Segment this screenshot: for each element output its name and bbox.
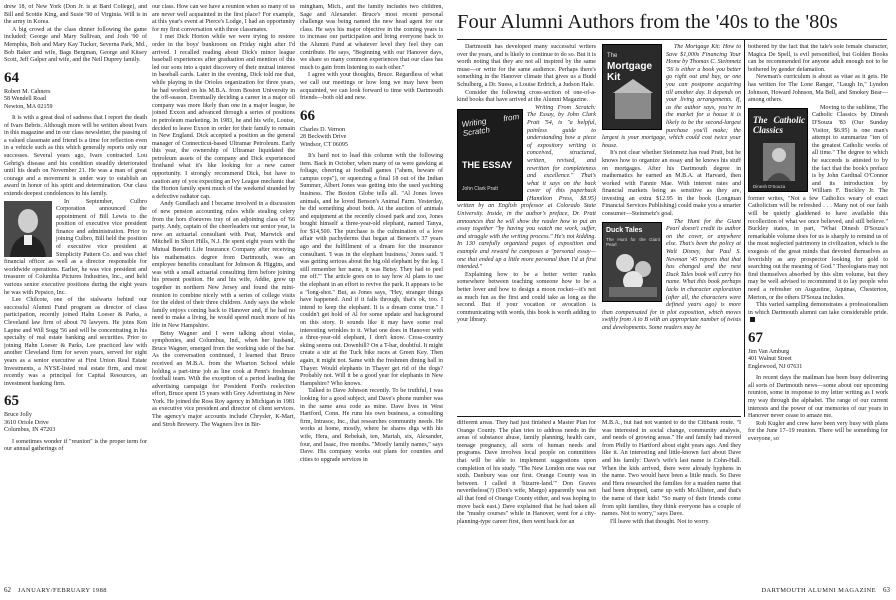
article-conclusion xyxy=(748,302,888,325)
address-line: Bruce Jolly xyxy=(4,412,32,419)
column-5-article xyxy=(602,44,741,416)
person-photo-icon xyxy=(4,201,52,257)
end-of-article-mark xyxy=(750,317,755,322)
newman-curriculum: Newman's curriculum is about as vitae as it gets. He has written for The Lone Ranger, "Laugh In," Lyndon Johnson, Howard Johnson, Ma Bell, and Smokey Bear—among others. xyxy=(748,74,888,104)
column-2 xyxy=(152,4,295,586)
book-cover-duck-tales xyxy=(602,222,662,302)
col2-paragraph-2: I met Dick Horton while we were trying to restore order in the boys' bunkroom on Friday night after I'd arrived. I recalled reading about Dick's minor league baseball experiences after graduation and mention of this led our sons into a quiet discovery of their mutual interest in baseball cards. Later in the evening, Dick told me that, while playing in the Orioles organization for three years, he had worked on his M.B.A. from Boston University in the off-season. Eventually deciding a career in a major oil company was more likely than one in a major league, he joined Exxon and advanced through a series of positions in petroleum marketing. In 1983, he and his wife, Louise, decided to leave Exxon in order for their family to remain in New England. Dick accepted a position as the general manager of Connecticut-based Ultramar Petroleum. Early this year, the ownership of Ultramar liquidated the petroleum assets of the company and Dick experienced firsthand what it's like looking for a new career opportunity. I strongly recommend Dick, but have to caution any of you expecting an Ivy League mechanic that the Horton family spent much of the weekend stranded by a defective radiator cap. xyxy=(152,34,295,200)
address-line: 58 Wendell Road xyxy=(4,96,47,103)
class-67-address xyxy=(748,349,888,371)
column-6 xyxy=(748,44,888,584)
column-3 xyxy=(300,4,443,586)
address-line: 3610 Oriole Drive xyxy=(4,419,49,426)
review-writing-from-scratch: Writing From Scratch: The Essay, by John Clark Pratt '54, is "a helpful, painless guide to understanding how a piece of expository writing is conceived, structured, written, revised, and rewritten for completeness and excellence." That's what it says on the back cover of this paperback (Hamilton Press, $8.95) written by an English professor at Colorado State University. Inside, in the author's preface, Dr. Pratt announces that he will show the reader how to put an essay together "by having you watch me work, suffer, and struggle with the writing process." He's not kidding. In 130 carefully organized pages of exposition and example and reward he composes a "personal essay—one that ended up a little more personal than I'd at first intended." xyxy=(457,104,596,271)
book-cover-title: Duck Tales xyxy=(606,226,643,234)
issue-date: JANUARY/FEBRUARY 1988 xyxy=(18,587,107,594)
class-number-65: 65 xyxy=(4,393,19,410)
address-line: Robert M. Cahners xyxy=(4,88,51,95)
col1-paragraph-4: In September, Culbro Corporation announced the appointment of Bill Lewis to the position of executive vice president finance and administration. Prior to joining Culbro, Bill held the position of executive vice president at Simplicity Pattern Co. and was chief financial officer as well as a director responsible for worldwide operations. Earlier, he was vice president and treasurer of Columbia Pictures Industries, Inc., and held various senior executive positions during the eight years he was with Pepsico, Inc. xyxy=(4,198,147,296)
review-duck-tales: The Hunt for the Giant Pearl doesn't credit its author on the cover, or anywhere else. That's been the policy at Walt Disney, but Paul S. Newman '45 reports that that has changed and the next Duck Tales book will carry his name. What this book perhaps lacks in character exploration (after all, the characters were defined years ago) is more than compensated for in plot exposition, which moves swiftly from A to B with an appropriate number of twists and developments. Some readers may be xyxy=(602,218,741,331)
review-duck-tales-end: bothered by the fact that the tale's sole female character, Magica De Spell, is evil personified, but Golden Books can be recommended for anyone adult enough not to be bothered by gender defamation. xyxy=(748,44,888,73)
article-intro-2: Consider the following cross-section of one-of-a-kind books that have arrived at the Alumni Magazine. xyxy=(457,89,596,104)
book-cover-title: Mortgage Kit xyxy=(607,61,652,83)
col6-paragraph-6: Rob Kugler and crew have been very busy with plans for the June 17–19 reunion. There will be something for everyone, so xyxy=(748,420,888,442)
book-cover-title: THE ESSAY xyxy=(462,159,513,170)
book-cover-author: Dinesh D'Souza xyxy=(753,183,786,189)
duck-character-icon xyxy=(603,223,662,302)
col1-paragraph-5: Lee Chilcote, one of the stalwarts behind our successful Alumni Fund program as director of class participation, recently joined Hahn Loeser & Parks, a Cleveland law firm of about 70 lawyers. He joins Ken Lapine and Will Sogg '56 and will be concentrating in his specialty of real estate banking and securities. Prior to joining Hahn Loeser & Parks, Lee practiced law with another Cleveland firm for seven years, served for eight years as a senior executive at First Union Real Estate Investments, a NYSE-listed real estate firm, and most recently was a principal for Capital Resources, an investment banking firm. xyxy=(4,297,147,387)
review-mortgage-kit: The Mortgage Kit: How to Save $1,000s Financing Your Home by Thomas C. Steinmetz '56 is either a book you better go right out and buy, or one you can postpone acquiring till another day. It depends on your living arrangements. If, as the author says, you're in the market for a house it is likely to be the second-largest purchase you'll make; the largest is your mortgage, which could cost twice your house. xyxy=(602,44,741,149)
article-intro-1: Dartmouth has developed many successful writers over the years, and is likely to continue to do so. But it is worth noting that they are not all inspired by the same muse—or write for the same audience. Perhaps there's something in the Hanover climate that gives us a Budd Schulberg, a Dr. Suess, a Louise Erdrich, a Judson Hale. xyxy=(457,44,596,88)
book-cover-subtitle: The Hunt for the Giant Pearl xyxy=(606,236,660,247)
class-66-continued: different areas. They had just finished a Master Plan for Orange County. The plan tries to address needs in the areas of substance abuse, family planning, health care, teenage pregnancy, all sorts of human needs and programs. Dave involves local people on committees that will be able to implement suggestions upon completion of his study. "The New London one was our sixth. Danbury was our first. Orange County was in between. I called it 'bizarre-land.'" Don Graves nevertheless(?) (Don's wife, Margo) apparently was not all that fond of Orange County either, and was hoping to move back east.) Dave explained that he had taken all the "mushy courses" while in Hanover, went for a city-planning-type career first, then went back for an xyxy=(457,420,596,525)
column-4-continued xyxy=(457,420,596,584)
col1-paragraph-1: drew 18, of New York (Don Jr. is at Bard College), and Bill and Scottie King, and Susie '90 of Virginia. Will is in the army in Korea. xyxy=(4,4,147,26)
book-cover-author: John Clark Pratt xyxy=(462,185,498,192)
class-66-address xyxy=(300,127,443,149)
article-headline: Four Alumni Authors from the '40s to the '80s xyxy=(457,11,838,33)
book-cover-mortgage-kit xyxy=(602,44,662,130)
page-number-left: 62 xyxy=(4,586,11,594)
headline-rule xyxy=(457,39,887,40)
page-number-right: 63 xyxy=(883,586,890,594)
class-66-closing: I'll leave with that thought. Not to worry. xyxy=(610,518,710,525)
col2-paragraph-1: our class. How can we have a reunion when so many of us are never well acquainted in the first place? For example, at this year's event at Pierce's Lodge, I had an opportunity for my first conversation with three classmates. xyxy=(152,4,295,33)
class-number-64: 64 xyxy=(4,69,19,86)
address-line: Windsor, CT 06095 xyxy=(300,141,348,148)
book-cover-top-text: Writing from Scratch xyxy=(461,111,520,138)
address-line: 28 Beckwith Drive xyxy=(300,134,347,141)
col3-paragraph-4: Talked to Dave Johnson recently. To be truthful, I was looking for a good subject, and Dave's phone number was in the same area code as mine. Dave lives in West Hartford, Conn. He runs his own business, a consulting firm, Intrasoc, Inc., that researches community needs. He works at home, mostly, where he shares digs with his wife, Hera, and Rebekah, ten, Mariah, six, Alexander, four, and Isaac, five months. "Mostly family names," says Dave. His company works out plans for counties and cities to upgrade services in xyxy=(300,388,443,463)
book-cover-writing-from-scratch xyxy=(457,109,523,201)
col6-paragraph-5: In recent days the mailman has been busy delivering all sorts of Dartmouth news—some about our upcoming reunion, some in response to my letter writing as I work my way through the alphabet. The range of our current interests and the power of our memories of our years in Hanover never cease to amaze me. xyxy=(748,375,888,420)
article-box-bottom-rule xyxy=(457,416,741,417)
person-photo xyxy=(4,201,52,257)
magazine-name: DARTMOUTH ALUMNI MAGAZINE xyxy=(761,587,876,594)
footer-left xyxy=(4,586,107,595)
address-line: Charles D. Vernon xyxy=(300,126,346,133)
col3-paragraph-3: It's hard not to lead this column with the following item. Back in October, when many of us were gawking at foliage, cheering at football games ("ahem, beware of campus cops"), or squeezing a final 18 out of the Indian Summer, Albert Jones was getting into the used yachting business. The Boston Globe tells all. "Al Jones loves animals, and he loved Benson's Animal Farm. Yesterday, he did something about both. At the auction of animals and equipment at the recently closed park and zoo, Jones bought himself a three-year-old elephant, named Tanya, for $14,500. The purchase is the culmination of a love affair with pachyderms that began at Benson's 37 years ago and the fulfillment of a dream for the insurance consultant. 'I was in the elephant business,' Jones said. 'I was getting serious about the big old elephant by the leg. I still remember her name, it was Betsy. They had to peel me off.'" The article goes on to say how Al plans to use the elephant in an effort to revive the park. It appears to be a "long-shot." But, as Jones says, "Hey, stranger things have happened. And if it falls through, that's ok, too. I intend to keep the elephant. It is a dream come true." I couldn't get hold of Al for some update and background on this story. It sounds like it may have some real interesting wrinkles to it. What one does in Hanover with a three-year-old elephant, I don't know. Cross-country skiing seems out. Downhill? On a T-bar, doubtful. It might create a stir at the Tuck bike races at Green Key. Then again, it might not. Same with the freshmen dining hall in Thayer. Would elephants in Thayer get rid of the dogs? Probably not. Will it be a good year for elephants in New Hampshire? Who knows. xyxy=(300,152,443,387)
class-64-address xyxy=(4,89,147,111)
portrait-icon xyxy=(749,109,808,192)
col3-paragraph-1: mingham, Mich., and the family includes two children, Sage and Alexander. Bruce's most recent personal challenge was being named the new head agent for our class. He says his major objective in the coming years is to increase our participation and bring everyone back to the Alumni Fund at whatever level they feel they can contribute. He says, "Beginning with our Hanover days, we share so many common experiences that our class has much to gain from listening to each other." xyxy=(300,4,443,71)
class-number-66: 66 xyxy=(300,107,315,124)
address-line: Columbus, IN 47203 xyxy=(4,427,56,434)
col2-paragraph-3: Andy Gundlach and I became involved in a discussion of new pension accounting rules while stealing celery from the hors d'oeuvres tray of an adjoining class of '66 party. Andy, captain of the cheerleaders our senior year, is now an actuarial consultant with Peat, Marwick and Mitchell in Short Hills, N.J. He spent eight years with the Mutual Benefit Life Insurance Company after receiving his mathematics degree from Dartmouth, was an employee benefits consultant for Johnson & Higgins, and was with a small actuarial consulting firm before joining his present position. He and his wife, Addie, grew up together in northern New Jersey and found the mini-reunion to combine nicely with a series of college visits for the eldest of their three children. Andy says the whole family enjoys coming back to Hanover and, if he had no need to make a living, he would spend much more of his life in New Hampshire. xyxy=(152,201,295,329)
conclusion-text: This varied sampling demonstrates a professionalism in which Dartmouth alumni can take considerable pride. xyxy=(748,302,888,316)
review-writing-from-scratch-2: Explaining how to be a better writer ranks somewhere between teaching someone how to be a better lover and how to design a moon rocket—it's not as much fun as the first and could take as long as the second. But if your vocation or avocation is communicating with words, this book is worth adding to your library. xyxy=(457,271,596,324)
col2-paragraph-4: Betsy Wagner and I were talking about violas, symphonies, and Columbus, Ind., when her husband, Bruce Wagner, emerged from the working side of the bar. As the conversation continued, I learned that Bruce received an M.B.A. from the Wharton School while holding a part-time job as line cook at Penn's freshman football team. With the exception of a period leading the advertising campaign for President Ford's reelection effort, Bruce spent 15 years with Grey Advertising in New York. He joined the Ross Roy agency in Michigan in 1981 as executive vice president and director of client services. The agency's major accounts include Chrysler, K-Mart, and Stroh Brewery. The Wagners live in Bir- xyxy=(152,330,295,428)
class-65-address xyxy=(4,412,147,434)
col1-paragraph-6: I sometimes wonder if "reunion" is the proper term for our annual gatherings of xyxy=(4,438,147,453)
address-line: Englewood, NJ 07631 xyxy=(748,363,803,370)
class-66-continued-2: M.B.A., but had not wanted to do the Citibank route. "I was interested in social change, community analysis, and needs of growing areas." He and family had moved from Philly to Hartford about eight years ago. And they like it. An interesting and little-known fact about Dave and his family: Dave's wife's last name is Cohn-Hall. When the kids arrived, there were already hyphens in the name. Two would have been a little much. So Dave and Hera researched the families for a maiden name that had been dropped, came up with McAllister, and that's the name of their kids! "So many of their friends come from split families, they think everyone has a couple of names. Not to worry," says Dave. xyxy=(602,420,741,518)
column-1 xyxy=(4,4,147,586)
review-mortgage-kit-2: It's not clear whether Steinmetz has read Pratt, but he knows how to organize an essay and he knows his stuff on mortgages. After his Dartmouth degree in mathematics he earned an M.B.A. at Harvard, then worked with Fannie Mae. With interest rates and financial markets being as sensitive as they are, investing an extra $12.95 in the book (Longman Financial Services Publishing) could make you a smarter consumer—Steinmetz's goal. xyxy=(602,150,741,218)
column-4-article xyxy=(457,44,596,416)
address-line: 401 Walnut Street xyxy=(748,356,792,363)
address-line: Jim Van Amburg xyxy=(748,348,790,355)
col1-paragraph-3: It is with a great deal of sadness that I report the death of Ivars Bebris. Although more will be written about Ivars in this magazine and in our class newsletter, the passing of a valued classmate and friend is a time for reflection even in a vehicle such as this which generally reports only our successes. Several years ago, Ivars contracted Lou Gehrig's disease and his condition steadily deteriorated until his death on November 21. He was a man of great courage and a movement is under way to establish an award in honor of his spirit and determination. Our class extends deepest condolences to his family. xyxy=(4,114,147,197)
book-cover-top-text: The xyxy=(607,53,618,59)
book-cover-title: The Catholic Classics xyxy=(753,114,805,135)
article-box-side-rule xyxy=(744,40,745,417)
class-number-67: 67 xyxy=(748,329,763,346)
book-cover-catholic-classics xyxy=(748,108,808,192)
col3-paragraph-2: I agree with your thoughts, Bruce. Regardless of what we call our meetings or how long we may have been acquainted, we can look forward to time with Dartmouth friends—both old and new. xyxy=(300,72,443,102)
footer-right xyxy=(761,586,890,595)
column-5-continued xyxy=(602,420,741,584)
house-icon xyxy=(603,45,662,130)
address-line: Newton, MA 02159 xyxy=(4,103,53,110)
col1-paragraph-2: A big crowd at the class dinner following the game included: George and Mary Sullivan, and Josh '90 of Memphis, Bob and Mary Kay Tucker, Severna Park, Md., Bob Baker and wife, Bags Bergman, George and Kitsey Scott, Jeff Galper and wife, and the Neil Duprey family. xyxy=(4,26,147,64)
review-catholic-classics: Moving to the sublime, The Catholic Classics by Dinesh D'Souza '83 (Our Sunday Visitor, $6.95) is one man's attempt to summarize "ten of the greatest Catholic works of all time." The degree to which he succeeds is attested to by the fact that the book's preface is by John Cardinal O'Connor and its introduction by William F. Buckley Jr. The former writes, "Not a few Catholics weary of exact Catholicism will be refreshed . . . Many not of our faith will be quietly gladdened to have available this recollection of what we once believed, and still believe." Buckley states, in part, "What Dinesh D'Souza's remarkable volume does for us is sharply to remind us of the most neglected patrimony in civilization, which is the exegesis of the great minds that devoted themselves as feverishly as any prospector looking for gold to searching out the meaning of God." Theologians may not find themselves absorbed by this slim volume, but they may be well advised to recommend it to lay people who need a refresher on Augustine, Aquinas, Chesterton, Merton, or the others D'Souza includes. xyxy=(748,104,888,301)
